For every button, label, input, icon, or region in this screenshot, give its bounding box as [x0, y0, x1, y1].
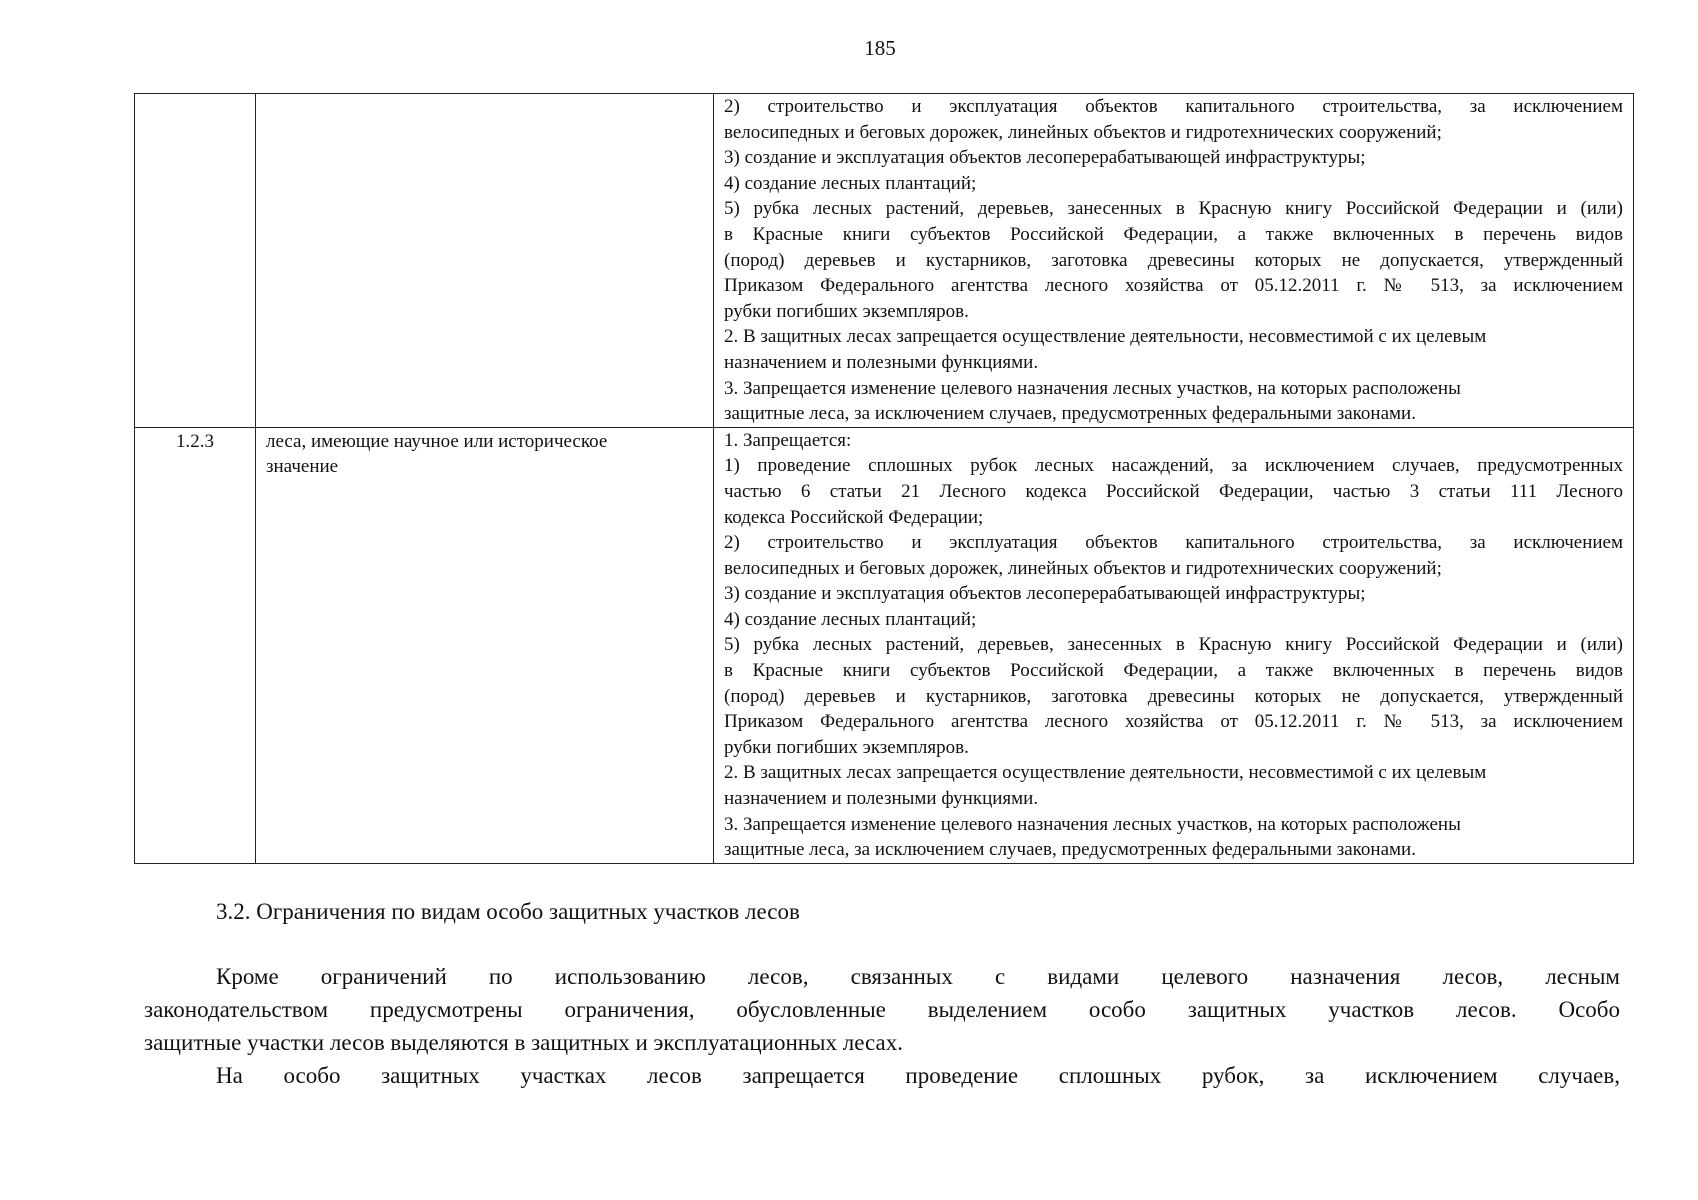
body-paragraph	[144, 1059, 1620, 1092]
restriction-line: защитные леса, за исключением случаев, предусмотренных федеральными законами.	[724, 403, 1416, 425]
paragraph-line: законодательством предусмотрены ограничения, обусловленные выделением особо защитных участков лесов. Особо	[144, 997, 1620, 1022]
body-paragraph	[144, 960, 1620, 1059]
restriction-line: 5) рубка лесных растений, деревьев, занесенных в Красную книгу Российской Федерации и (или)	[724, 198, 1623, 220]
restriction-line: 2. В защитных лесах запрещается осуществление деятельности, несовместимой с их целевым	[724, 762, 1487, 784]
row-number-cell	[135, 94, 256, 428]
restrictions-cell	[714, 94, 1634, 428]
restriction-line: 3) создание и эксплуатация объектов лесоперерабатывающей инфраструктуры;	[724, 583, 1366, 605]
restriction-line: 1) проведение сплошных рубок лесных насаждений, за исключением случаев, предусмотренных	[724, 455, 1623, 477]
page-number: 185	[864, 36, 896, 60]
restriction-line: назначением и полезными функциями.	[724, 788, 1039, 810]
restriction-line: (пород) деревьев и кустарников, заготовка древесины которых не допускается, утвержденный	[724, 249, 1623, 271]
restriction-line: назначением и полезными функциями.	[724, 351, 1039, 373]
restriction-line: велосипедных и беговых дорожек, линейных объектов и гидротехнических сооружений;	[724, 121, 1442, 143]
paragraph-line: Кроме ограничений по использованию лесов, связанных с видами целевого назначения лесов, лесным	[216, 964, 1620, 989]
restriction-line: 3. Запрещается изменение целевого назначения лесных участков, на которых расположены	[724, 813, 1461, 835]
paragraph-line: На особо защитных участках лесов запрещается проведение сплошных рубок, за исключением случаев,	[216, 1063, 1620, 1088]
restriction-line: рубки погибших экземпляров.	[724, 736, 969, 758]
forest-category-cell	[256, 94, 714, 428]
restriction-line: 2) строительство и эксплуатация объектов капитального строительства, за исключением	[724, 532, 1623, 554]
forest-category-line: значение	[266, 456, 339, 478]
table-row	[135, 427, 1634, 863]
restrictions-cell	[714, 427, 1634, 863]
restriction-line: 4) создание лесных плантаций;	[724, 608, 977, 630]
restriction-line: 1. Запрещается:	[724, 429, 852, 451]
paragraph-line: защитные участки лесов выделяются в защитных и эксплуатационных лесах.	[144, 1030, 903, 1055]
restriction-line: 5) рубка лесных растений, деревьев, занесенных в Красную книгу Российской Федерации и (или)	[724, 634, 1623, 656]
restriction-line: Приказом Федерального агентства лесного хозяйства от 05.12.2011 г. № 513, за исключением	[724, 711, 1623, 733]
restriction-line: 2. В защитных лесах запрещается осуществление деятельности, несовместимой с их целевым	[724, 326, 1487, 348]
restriction-line: рубки погибших экземпляров.	[724, 300, 969, 322]
restriction-line: 4) создание лесных плантаций;	[724, 172, 977, 194]
restriction-line: в Красные книги субъектов Российской Федерации, а также включенных в перечень видов	[724, 223, 1623, 245]
restrictions-table	[134, 93, 1634, 864]
restriction-line: 3) создание и эксплуатация объектов лесоперерабатывающей инфраструктуры;	[724, 147, 1366, 169]
row-number: 1.2.3	[176, 430, 214, 452]
table-row	[135, 94, 1634, 428]
section-heading: 3.2. Ограничения по видам особо защитных участков лесов	[216, 899, 800, 924]
restriction-line: кодекса Российской Федерации;	[724, 506, 984, 528]
forest-category-cell	[256, 427, 714, 863]
forest-category-line: леса, имеющие научное или историческое	[266, 430, 608, 452]
restriction-line: (пород) деревьев и кустарников, заготовка древесины которых не допускается, утвержденный	[724, 685, 1623, 707]
restriction-line: велосипедных и беговых дорожек, линейных объектов и гидротехнических сооружений;	[724, 557, 1442, 579]
restriction-line: 3. Запрещается изменение целевого назначения лесных участков, на которых расположены	[724, 377, 1461, 399]
restriction-line: в Красные книги субъектов Российской Федерации, а также включенных в перечень видов	[724, 660, 1623, 682]
row-number-cell	[135, 427, 256, 863]
restriction-line: частью 6 статьи 21 Лесного кодекса Российской Федерации, частью 3 статьи 111 Лесного	[724, 480, 1623, 502]
restriction-line: защитные леса, за исключением случаев, предусмотренных федеральными законами.	[724, 839, 1416, 861]
restriction-line: Приказом Федерального агентства лесного хозяйства от 05.12.2011 г. № 513, за исключением	[724, 275, 1623, 297]
restriction-line: 2) строительство и эксплуатация объектов капитального строительства, за исключением	[724, 96, 1623, 117]
